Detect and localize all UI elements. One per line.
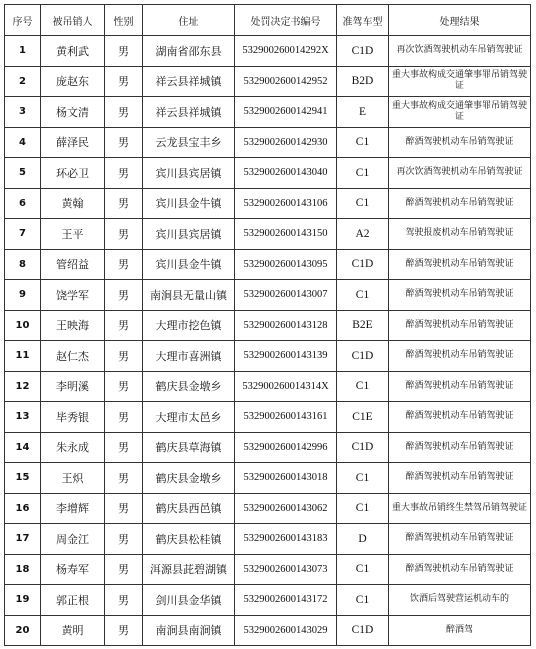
table-row — [5, 585, 531, 616]
cell-seq: 10 — [5, 310, 41, 341]
cell-doc-no: 532900260014300​7 — [235, 280, 337, 311]
cell-gender: 男 — [105, 524, 143, 555]
cell-result: 再次饮酒驾驶机动车吊销驾驶证 — [389, 158, 531, 189]
cell-address: 鹤庆县草海镇 — [143, 432, 235, 463]
cell-seq: 20 — [5, 615, 41, 646]
cell-result: 醉酒驾驶机动车吊销驾驶证 — [389, 341, 531, 372]
cell-result: 重大事故吊销终生禁驾吊销驾驶证 — [389, 493, 531, 524]
table-row — [5, 341, 531, 372]
cell-license: C1 — [337, 188, 389, 219]
cell-license: C1 — [337, 493, 389, 524]
cell-license: C1D — [337, 615, 389, 646]
table-row — [5, 97, 531, 128]
cell-gender: 男 — [105, 188, 143, 219]
cell-seq: 14 — [5, 432, 41, 463]
cell-seq: 17 — [5, 524, 41, 555]
table-row — [5, 371, 531, 402]
cell-name: 杨寿军 — [41, 554, 105, 585]
table-row — [5, 66, 531, 97]
cell-result: 醉酒驾驶机动车吊销驾驶证 — [389, 402, 531, 433]
cell-name: 黄利武 — [41, 36, 105, 67]
cell-result: 醉酒驾驶机动车吊销驾驶证 — [389, 188, 531, 219]
cell-license: C1 — [337, 127, 389, 158]
cell-seq: 1 — [5, 36, 41, 67]
cell-doc-no: 532900260014302​9 — [235, 615, 337, 646]
cell-doc-no: 532900260014301​8 — [235, 463, 337, 494]
table-row — [5, 432, 531, 463]
cell-name: 管绍益 — [41, 249, 105, 280]
cell-seq: 11 — [5, 341, 41, 372]
cell-doc-no: 532900260014299​6 — [235, 432, 337, 463]
table-row — [5, 219, 531, 250]
header-gender: 性别 — [105, 5, 143, 36]
table-row — [5, 463, 531, 494]
cell-name: 杨文清 — [41, 97, 105, 128]
cell-result: 驾驶报废机动车吊销驾驶证 — [389, 219, 531, 250]
cell-gender: 男 — [105, 97, 143, 128]
cell-seq: 6 — [5, 188, 41, 219]
cell-doc-no: 53290026001429​2X — [235, 36, 337, 67]
header-seq: 序号 — [5, 5, 41, 36]
cell-gender: 男 — [105, 493, 143, 524]
cell-doc-no: 532900260014312​8 — [235, 310, 337, 341]
cell-seq: 18 — [5, 554, 41, 585]
cell-gender: 男 — [105, 310, 143, 341]
cell-seq: 8 — [5, 249, 41, 280]
cell-doc-no: 532900260014313​9 — [235, 341, 337, 372]
cell-seq: 5 — [5, 158, 41, 189]
cell-gender: 男 — [105, 341, 143, 372]
cell-license: C1 — [337, 585, 389, 616]
table-row — [5, 36, 531, 67]
cell-license: A2 — [337, 219, 389, 250]
cell-name: 黄明 — [41, 615, 105, 646]
table-row — [5, 524, 531, 555]
cell-gender: 男 — [105, 158, 143, 189]
cell-doc-no: 53290026001431​4X — [235, 371, 337, 402]
table-row — [5, 615, 531, 646]
cell-address: 鹤庆县松桂镇 — [143, 524, 235, 555]
cell-address: 云龙县宝丰乡 — [143, 127, 235, 158]
cell-name: 李增辉 — [41, 493, 105, 524]
cell-address: 宾川县金牛镇 — [143, 249, 235, 280]
cell-seq: 7 — [5, 219, 41, 250]
cell-doc-no: 532900260014295​2 — [235, 66, 337, 97]
table-body — [5, 36, 531, 646]
cell-gender: 男 — [105, 432, 143, 463]
cell-doc-no: 532900260014318​3 — [235, 524, 337, 555]
cell-license: E — [337, 97, 389, 128]
header-name: 被吊销人 — [41, 5, 105, 36]
cell-result: 醉酒驾驶机动车吊销驾驶证 — [389, 463, 531, 494]
cell-license: D — [337, 524, 389, 555]
cell-doc-no: 532900260014293​0 — [235, 127, 337, 158]
cell-license: C1E — [337, 402, 389, 433]
cell-result: 醉酒驾驶机动车吊销驾驶证 — [389, 310, 531, 341]
cell-seq: 12 — [5, 371, 41, 402]
cell-result: 再次饮酒驾驶机动车吊销驾驶证 — [389, 36, 531, 67]
cell-seq: 19 — [5, 585, 41, 616]
cell-address: 鹤庆县西邑镇 — [143, 493, 235, 524]
cell-license: C1D — [337, 341, 389, 372]
cell-address: 南涧县无量山镇 — [143, 280, 235, 311]
cell-address: 宾川县金牛镇 — [143, 188, 235, 219]
cell-name: 黄翰 — [41, 188, 105, 219]
cell-result: 醉酒驾驶机动车吊销驾驶证 — [389, 524, 531, 555]
cell-license: C1D — [337, 36, 389, 67]
cell-result: 醉酒驾驶机动车吊销驾驶证 — [389, 127, 531, 158]
cell-name: 毕秀银 — [41, 402, 105, 433]
header-address: 住址 — [143, 5, 235, 36]
cell-address: 大理市太邑乡 — [143, 402, 235, 433]
cell-gender: 男 — [105, 36, 143, 67]
cell-doc-no: 532900260014307​3 — [235, 554, 337, 585]
cell-address: 湖南省邵东县 — [143, 36, 235, 67]
cell-result: 重大事故构成交通肇事罪吊销驾驶证 — [389, 97, 531, 128]
cell-seq: 9 — [5, 280, 41, 311]
cell-name: 薛泽民 — [41, 127, 105, 158]
cell-gender: 男 — [105, 585, 143, 616]
cell-address: 剑川县金华镇 — [143, 585, 235, 616]
cell-name: 饶学军 — [41, 280, 105, 311]
cell-license: C1D — [337, 249, 389, 280]
cell-address: 宾川县宾居镇 — [143, 158, 235, 189]
table-row — [5, 310, 531, 341]
table-row — [5, 158, 531, 189]
cell-seq: 4 — [5, 127, 41, 158]
cell-address: 大理市挖色镇 — [143, 310, 235, 341]
cell-gender: 男 — [105, 615, 143, 646]
cell-result: 醉酒驾 — [389, 615, 531, 646]
cell-gender: 男 — [105, 402, 143, 433]
cell-license: B2D — [337, 66, 389, 97]
cell-result: 饮酒后驾驶营运机动车的 — [389, 585, 531, 616]
document-page — [4, 4, 530, 646]
cell-seq: 3 — [5, 97, 41, 128]
cell-seq: 13 — [5, 402, 41, 433]
cell-gender: 男 — [105, 280, 143, 311]
cell-license: C1D — [337, 432, 389, 463]
table-row — [5, 188, 531, 219]
table-row — [5, 249, 531, 280]
table-row — [5, 402, 531, 433]
cell-doc-no: 532900260014304​0 — [235, 158, 337, 189]
cell-gender: 男 — [105, 219, 143, 250]
cell-name: 朱永成 — [41, 432, 105, 463]
cell-gender: 男 — [105, 463, 143, 494]
cell-result: 醉酒驾驶机动车吊销驾驶证 — [389, 371, 531, 402]
cell-address: 洱源县茈碧湖镇 — [143, 554, 235, 585]
header-result: 处理结果 — [389, 5, 531, 36]
cell-license: C1 — [337, 158, 389, 189]
cell-gender: 男 — [105, 127, 143, 158]
cell-seq: 16 — [5, 493, 41, 524]
cell-address: 鹤庆县金墩乡 — [143, 463, 235, 494]
cell-name: 庞赵东 — [41, 66, 105, 97]
cell-seq: 15 — [5, 463, 41, 494]
table-row — [5, 280, 531, 311]
table-row — [5, 554, 531, 585]
cell-doc-no: 532900260014316​1 — [235, 402, 337, 433]
cell-address: 祥云县祥城镇 — [143, 66, 235, 97]
cell-license: C1 — [337, 371, 389, 402]
cell-doc-no: 532900260014317​2 — [235, 585, 337, 616]
cell-doc-no: 532900260014315​0 — [235, 219, 337, 250]
cell-result: 醉酒驾驶机动车吊销驾驶证 — [389, 554, 531, 585]
cell-result: 醉酒驾驶机动车吊销驾驶证 — [389, 432, 531, 463]
cell-license: C1 — [337, 463, 389, 494]
cell-doc-no: 532900260014294​1 — [235, 97, 337, 128]
table-header-row — [5, 5, 531, 36]
cell-name: 赵仁杰 — [41, 341, 105, 372]
cell-result: 醉酒驾驶机动车吊销驾驶证 — [389, 249, 531, 280]
header-doc-no: 处罚决定书编号 — [235, 5, 337, 36]
cell-address: 祥云县祥城镇 — [143, 97, 235, 128]
revocation-table — [4, 4, 531, 646]
cell-gender: 男 — [105, 66, 143, 97]
cell-address: 大理市喜洲镇 — [143, 341, 235, 372]
cell-address: 南涧县南涧镇 — [143, 615, 235, 646]
cell-name: 王映海 — [41, 310, 105, 341]
cell-gender: 男 — [105, 371, 143, 402]
header-license: 准驾车型 — [337, 5, 389, 36]
cell-name: 王平 — [41, 219, 105, 250]
cell-name: 李明溪 — [41, 371, 105, 402]
cell-name: 环必卫 — [41, 158, 105, 189]
cell-result: 重大事故构成交通肇事罪吊销驾驶证 — [389, 66, 531, 97]
cell-gender: 男 — [105, 554, 143, 585]
cell-doc-no: 532900260014306​2 — [235, 493, 337, 524]
cell-doc-no: 532900260014309​5 — [235, 249, 337, 280]
cell-doc-no: 532900260014310​6 — [235, 188, 337, 219]
cell-name: 王炽 — [41, 463, 105, 494]
cell-address: 宾川县宾居镇 — [143, 219, 235, 250]
cell-name: 周金江 — [41, 524, 105, 555]
table-row — [5, 127, 531, 158]
cell-license: C1 — [337, 280, 389, 311]
cell-address: 鹤庆县金墩乡 — [143, 371, 235, 402]
cell-seq: 2 — [5, 66, 41, 97]
cell-license: C1 — [337, 554, 389, 585]
table-row — [5, 493, 531, 524]
cell-result: 醉酒驾驶机动车吊销驾驶证 — [389, 280, 531, 311]
cell-name: 郭正根 — [41, 585, 105, 616]
cell-license: B2E — [337, 310, 389, 341]
cell-gender: 男 — [105, 249, 143, 280]
